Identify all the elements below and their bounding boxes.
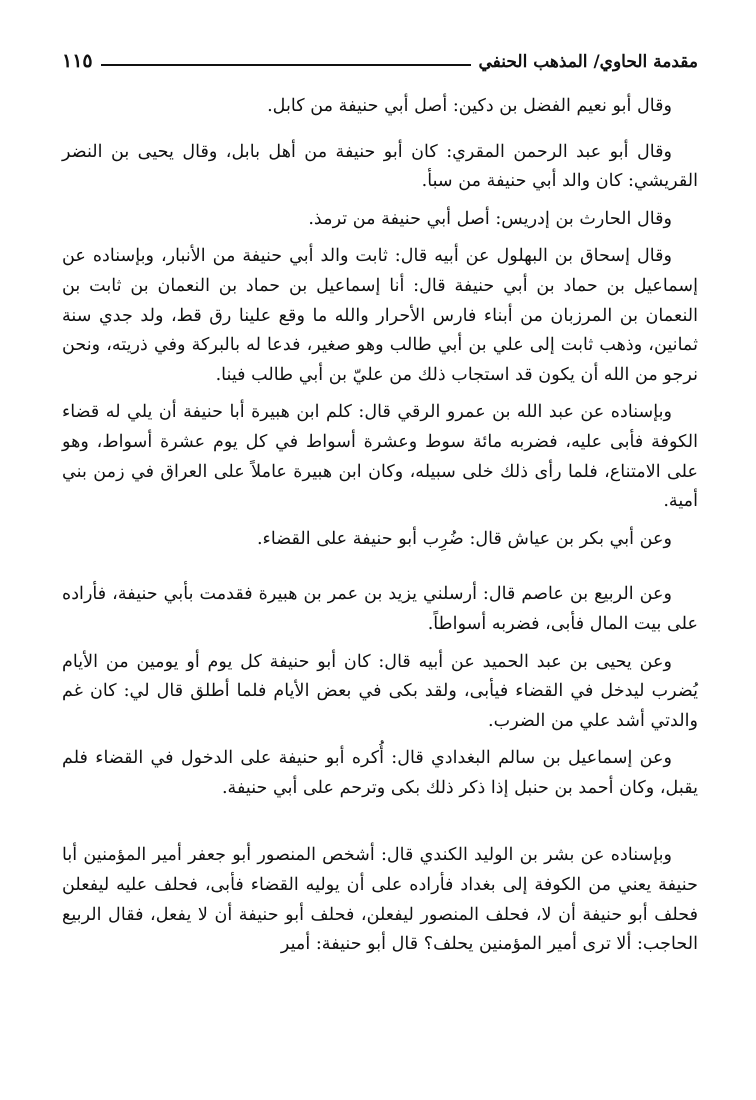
paragraph-7: وعن الربيع بن عاصم قال: أرسلني يزيد بن عمر بن هبيرة فقدمت بأبي حنيفة، فأراده على بيت المال فأبى، فضربه أسواطاً. bbox=[62, 584, 698, 634]
paragraph-3: وقال الحارث بن إدريس: أصل أبي حنيفة من ترمذ. bbox=[308, 208, 672, 229]
page-body bbox=[62, 92, 698, 960]
running-header bbox=[62, 44, 698, 72]
paragraph-4: وقال إسحاق بن البهلول عن أبيه قال: ثابت والد أبي حنيفة من الأنبار، وبإسناده عن إسماعيل بن حماد بن أبي حنيفة قال: أنا إسماعيل بن حماد بن النعمان بن ثابت بن النعمان بن المرزبان من أبناء فارس الأحرار والله ما وقع علينا رق قط، ولد جدي سنة ثمانين، وذهب ثابت إلى علي بن أبي طالب وهو صغير، فدعا له بالبركة وفي ذريته، ونحن نرجو من الله أن يكون قد استجاب ذلك من عليّ بن أبي طالب فينا. bbox=[62, 246, 698, 385]
paragraph-5: وبإسناده عن عبد الله بن عمرو الرقي قال: كلم ابن هبيرة أبا حنيفة أن يلي له قضاء الكوفة فأبى عليه، فضربه مائة سوط وعشرة أسواط في كل يوم عشرة أسواط، وهو على الامتناع، فلما رأى ذلك خلى سبيله، وكان ابن هبيرة عاملاً على العراق في زمن بني أمية. bbox=[62, 402, 698, 512]
page-number: ١١٥ bbox=[62, 50, 93, 72]
paragraph-8: وعن يحيى بن عبد الحميد عن أبيه قال: كان أبو حنيفة كل يوم أو يومين من الأيام يُضرب ليدخل في القضاء فيأبى، ولقد بكى في بعض الأيام فلما أطلق قال لي: كان غم والدتي أشد علي من الضرب. bbox=[62, 651, 698, 731]
paragraph-2: وقال أبو عبد الرحمن المقري: كان أبو حنيفة من أهل بابل، وقال يحيى بن النضر القريشي: كان والد أبي حنيفة من سبأ. bbox=[62, 141, 698, 192]
paragraph-6: وعن أبي بكر بن عياش قال: ضُرِب أبو حنيفة على القضاء. bbox=[256, 528, 672, 549]
paragraph-9: وعن إسماعيل بن سالم البغدادي قال: أُكره أبو حنيفة على الدخول في القضاء فلم يقبل، وكان أحمد بن حنبل إذا ذكر ذلك بكى وترحم على أبي حنيفة. bbox=[62, 748, 698, 798]
header-rule bbox=[101, 64, 471, 66]
header-title: مقدمة الحاوي/ المذهب الحنفي bbox=[478, 52, 698, 72]
paragraph-1: وقال أبو نعيم الفضل بن دكين: أصل أبي حنيفة من كابل. bbox=[267, 96, 672, 116]
paragraph-10: وبإسناده عن بشر بن الوليد الكندي قال: أشخص المنصور أبو جعفر أمير المؤمنين أبا حنيفة يعني من الكوفة إلى بغداد فأراده على أن يوليه القضاء فأبى، فحلف عليه ليفعلن فحلف أبو حنيفة أن لا، فحلف المنصور ليفعلن، فحلف أبو حنيفة أن لا يفعل، فقال الربيع الحاجب: ألا ترى أمير المؤمنين يحلف؟ قال أبو حنيفة: أمير bbox=[62, 845, 698, 955]
